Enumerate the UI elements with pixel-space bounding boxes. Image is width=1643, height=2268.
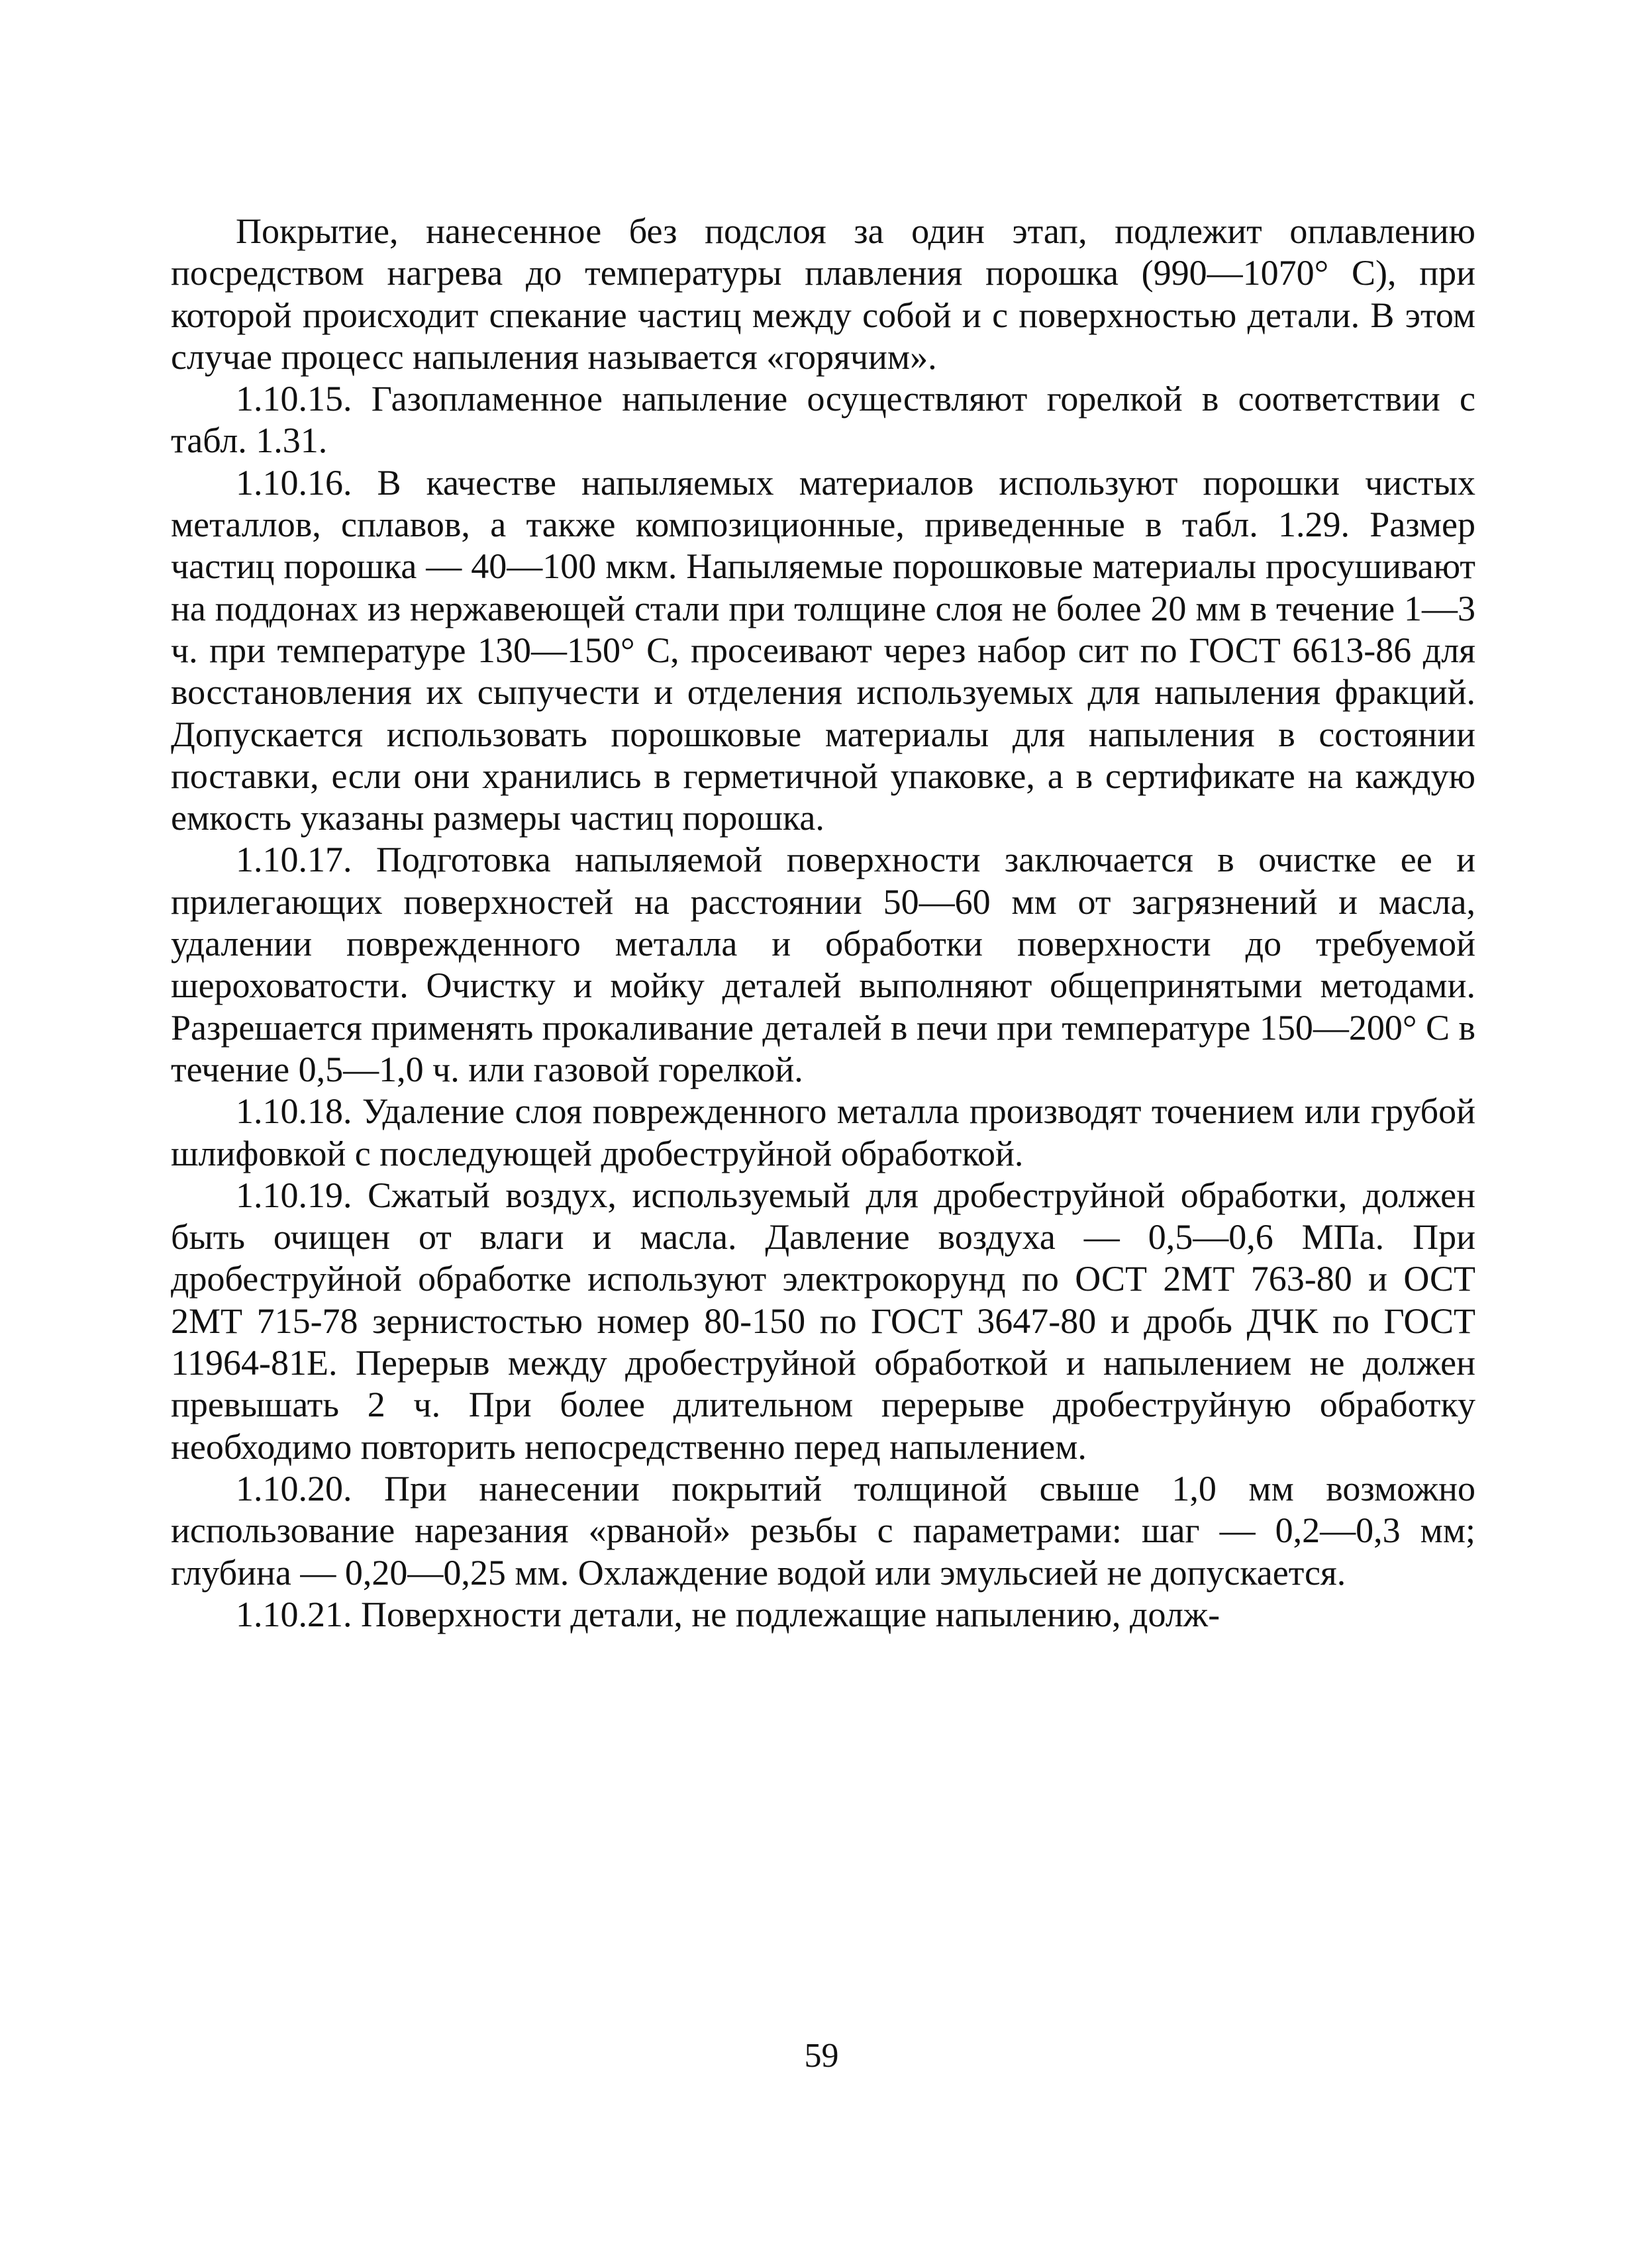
- paragraph-1-10-20: 1.10.20. При нанесении покрытий толщиной свыше 1,0 мм возможно использование нарезания «рваной» резьбы с параметрами: шаг — 0,2—0,3 мм; глубина — 0,20—0,25 мм. Охлаждение водой или эмульсией не допускается.: [171, 1468, 1475, 1593]
- paragraph-intro: Покрытие, нанесенное без подслоя за один этап, подлежит оплавлению посредством нагрева до температуры плавления порошка (990—1070° С), при которой происходит спекание частиц между собой и с поверхностью детали. В этом случае процесс напыления называется «горячим».: [171, 211, 1475, 377]
- paragraph-1-10-16: 1.10.16. В качестве напыляемых материалов используют порошки чистых металлов, сплавов, а также композиционные, приведенные в табл. 1.29. Размер частиц порошка — 40—100 мкм. Напыляемые порошковые материалы просушивают на поддонах из нержавеющей стали при толщине слоя не более 20 мм в течение 1—3 ч. при температуре 130—150° С, просеивают через набор сит по ГОСТ 6613-86 для восстановления их сыпучести и отделения используемых для напыления фракций. Допускается использовать порошковые материалы для напыления в состоянии поставки, если они хранились в герметичной упаковке, а в сертификате на каждую емкость указаны размеры частиц порошка.: [171, 462, 1475, 838]
- paragraph-1-10-18: 1.10.18. Удаление слоя поврежденного металла производят точением или грубой шлифовкой с последующей дробеструйной обработкой.: [171, 1091, 1475, 1173]
- body-text: [171, 211, 1475, 1636]
- page-number: 59: [804, 2037, 839, 2075]
- paragraph-1-10-17: 1.10.17. Подготовка напыляемой поверхности заключается в очистке ее и прилегающих поверхностей на расстоянии 50—60 мм от загрязнений и масла, удалении поврежденного металла и обработки поверхности до требуемой шероховатости. Очистку и мойку деталей выполняют общепринятыми методами. Разрешается применять прокаливание деталей в печи при температуре 150—200° С в течение 0,5—1,0 ч. или газовой горелкой.: [171, 840, 1475, 1089]
- paragraph-1-10-15: 1.10.15. Газопламенное напыление осуществляют горелкой в соответствии с табл. 1.31.: [171, 379, 1475, 461]
- paragraph-1-10-21: 1.10.21. Поверхности детали, не подлежащие напылению, долж-: [236, 1594, 1220, 1634]
- paragraph-1-10-19: 1.10.19. Сжатый воздух, используемый для дробеструйной обработки, должен быть очищен от влаги и масла. Давление воздуха — 0,5—0,6 МПа. При дробеструйной обработке используют электрокорунд по ОСТ 2МТ 763-80 и ОСТ 2МТ 715-78 зернистостью номер 80-150 по ГОСТ 3647-80 и дробь ДЧК по ГОСТ 11964-81Е. Перерыв между дробеструйной обработкой и напылением не должен превышать 2 ч. При более длительном перерыве дробеструйную обработку необходимо повторить непосредственно перед напылением.: [171, 1175, 1475, 1467]
